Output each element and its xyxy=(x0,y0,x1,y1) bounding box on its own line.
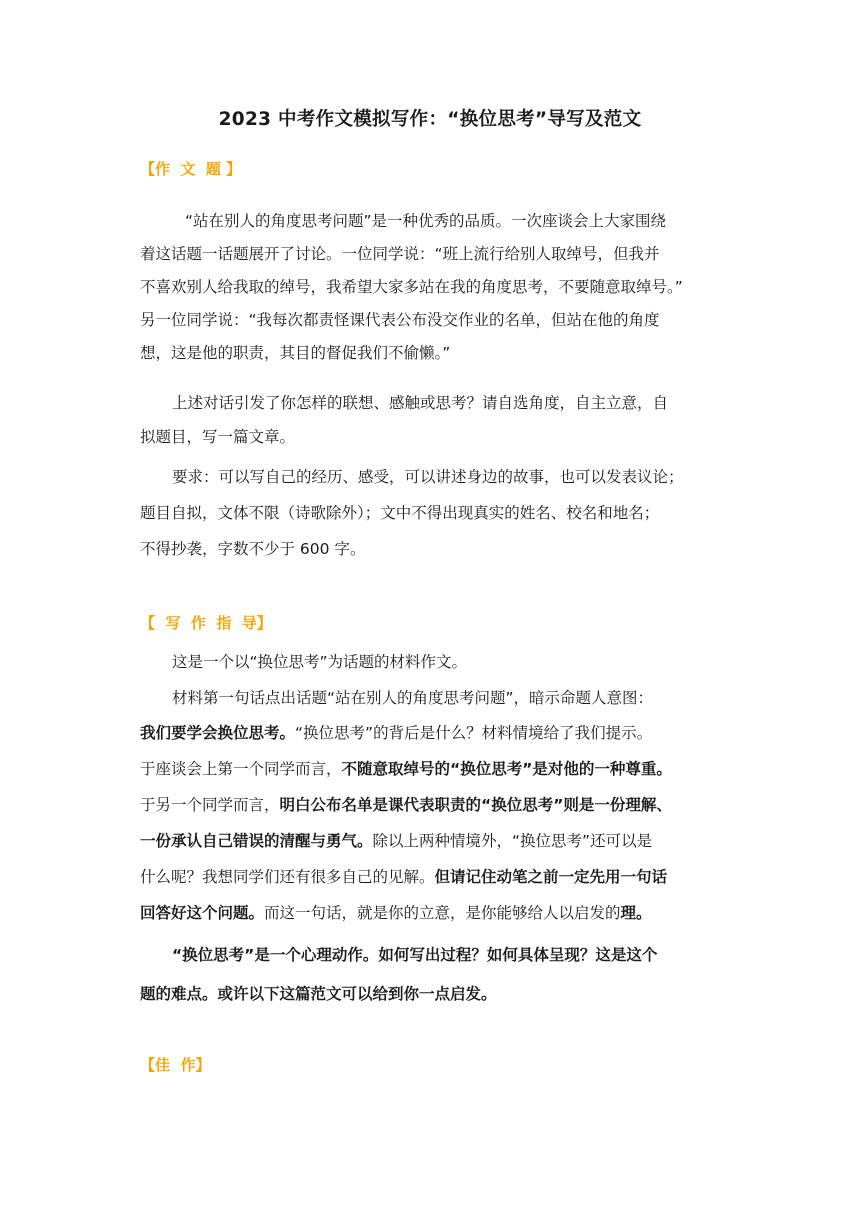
guide-text: 而这一句话，就是你的立意，是你能够给人以启发的 xyxy=(264,904,621,922)
prompt-line: 想，这是他的职责，其目的督促我们不偷懒。” xyxy=(140,344,451,362)
guide-emphasis: 但请记住动笔之前一定先用一句话 xyxy=(434,868,668,886)
guide-text: 什么呢？我想同学们还有很多自己的见解。 xyxy=(140,868,435,886)
guide-line xyxy=(140,866,740,888)
guide-line: “换位思考”是一个心理动作。如何写出过程？如何具体呈现？这是这个 xyxy=(172,946,658,964)
guide-text: 除以上两种情境外，“换位思考”还可以是 xyxy=(372,832,653,850)
prompt-line: 不喜欢别人给我取的绰号，我希望大家多站在我的角度思考，不要随意取绰号。” xyxy=(140,278,683,296)
guide-emphasis: 不随意取绰号的“换位思考”是对他的一种尊重。 xyxy=(341,760,672,778)
requirement-line: 不得抄袭，字数不少于 600 字。 xyxy=(140,540,366,558)
guide-text: 于座谈会上第一个同学而言， xyxy=(140,760,342,778)
requirement-line: 要求：可以写自己的经历、感受，可以讲述身边的故事，也可以发表议论； xyxy=(172,468,684,486)
guide-line: 这是一个以“换位思考”为话题的材料作文。 xyxy=(172,653,468,671)
guide-emphasis: 我们要学会换位思考。 xyxy=(140,724,296,742)
document-title: 2023 中考作文模拟写作：“换位思考”导写及范文 xyxy=(218,109,642,130)
guide-emphasis: 回答好这个问题。 xyxy=(140,904,265,922)
prompt-line: 上述对话引发了你怎样的联想、感触或思考？请自选角度，自主立意，自 xyxy=(172,394,669,412)
guide-line xyxy=(140,830,740,852)
guide-emphasis: 一份承认自己错误的清醒与勇气。 xyxy=(140,832,373,850)
guide-line: 材料第一句话点出话题“站在别人的角度思考问题”，暗示命题人意图： xyxy=(172,689,654,707)
prompt-line: 着这话题一话题展开了讨论。一位同学说：“班上流行给别人取绰号，但我并 xyxy=(140,245,660,263)
guide-line xyxy=(140,722,740,744)
prompt-line: “站在别人的角度思考问题”是一种优秀的品质。一次座谈会上大家围绕 xyxy=(185,212,667,230)
prompt-line: 另一位同学说：“我每次都责怪课代表公布没交作业的名单，但站在他的角度 xyxy=(140,311,660,329)
section-heading-prompt: 【作 文 题 】 xyxy=(140,160,242,178)
guide-line xyxy=(140,758,740,780)
guide-text: 于另一个同学而言， xyxy=(140,796,280,814)
guide-line: 题的难点。或许以下这篇范文可以给到你一点启发。 xyxy=(140,985,497,1003)
guide-line xyxy=(140,902,740,924)
guide-emphasis: 理。 xyxy=(620,904,652,922)
guide-line xyxy=(140,794,740,816)
guide-emphasis: 明白公布名单是课代表职责的“换位思考”则是一份理解、 xyxy=(279,796,672,814)
section-heading-sample: 【佳 作】 xyxy=(140,1056,211,1074)
requirement-line: 题目自拟，文体不限（诗歌除外）；文中不得出现真实的姓名、校名和地名； xyxy=(140,504,660,522)
guide-text: “换位思考”的背后是什么？材料情境给了我们提示。 xyxy=(295,724,653,742)
prompt-line: 拟题目，写一篇文章。 xyxy=(140,428,296,446)
section-heading-guide: 【 写 作 指 导】 xyxy=(140,614,272,632)
